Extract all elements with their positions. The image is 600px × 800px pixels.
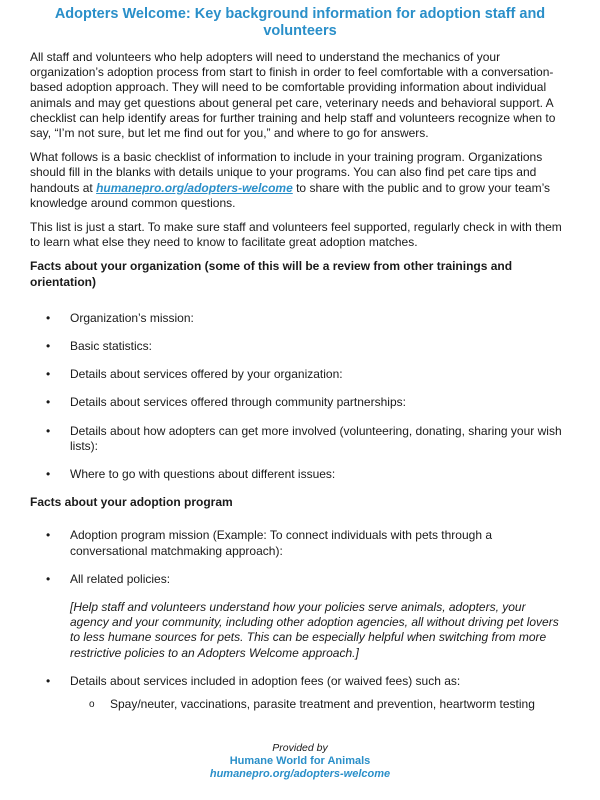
checklist-text-before: What follows is a basic checklist of information to include in your training program. Organizations should fill in the blanks with details unique to your programs. You can also find pet care tips and handouts at [30, 150, 543, 195]
footer [0, 742, 600, 781]
intro-paragraph: All staff and volunteers who help adopters will need to understand the mechanics of your organization’s adoption process from start to finish in order to feel comfortable with a conversation-based adoption approach. They will need to be comfortable providing information about individual animals and may get questions about general pet care, veterinary needs and behavioral support. A checklist can help identify areas for further training and help staff and volunteers recognize when to say, “I’m not sure, but let me find out for you,” and where to go for answers. [30, 50, 556, 141]
list-item [30, 467, 570, 482]
sub-list-item [30, 697, 570, 712]
footer-provided-by: Provided by [272, 742, 328, 754]
bullet-icon: • [46, 395, 51, 410]
bullet-icon: • [46, 571, 51, 586]
list-item-text: Organization’s mission: [70, 310, 194, 325]
list-item-text: Details about services included in adoption fees (or waived fees) such as: [70, 673, 461, 688]
bullet-icon: • [46, 339, 51, 354]
list-item [30, 311, 570, 326]
list-item-text: Where to go with questions about different issues: [70, 467, 336, 482]
list-item-text: Adoption program mission (Example: To connect individuals with pets through a conversational matchmaking approach): [70, 528, 493, 558]
bullet-icon: • [46, 423, 51, 438]
document-page [30, 6, 570, 712]
list-item [30, 367, 570, 382]
bullet-icon: • [46, 467, 51, 482]
adoption-program-list [30, 528, 570, 587]
bullet-icon: • [46, 673, 51, 688]
sub-list-item-text: Spay/neuter, vaccinations, parasite treatment and prevention, heartworm testing [110, 697, 535, 712]
list-item [30, 339, 570, 354]
list-item [30, 528, 570, 558]
list-item-text: Details about services offered through community partnerships: [70, 395, 406, 410]
bullet-icon: • [46, 367, 51, 382]
adoption-fees-list [30, 674, 570, 689]
checklist-paragraph [30, 150, 570, 211]
list-item [30, 572, 570, 587]
list-item-text: Basic statistics: [70, 339, 153, 354]
list-item-text: Details about how adopters can get more involved (volunteering, donating, sharing your wish lists): [70, 423, 562, 453]
bullet-icon: • [46, 310, 51, 325]
fees-sub-list [30, 697, 570, 712]
footer-org-name: Humane World for Animals [229, 755, 371, 767]
bullet-icon: • [46, 528, 51, 543]
checklist-text-after: to share with the public and to grow your team’s knowledge around common questions. [30, 180, 551, 210]
footer-url-link[interactable]: humanepro.org/adopters-welcome [209, 768, 391, 780]
circle-bullet-icon: o [89, 699, 95, 711]
list-item-text: Details about services offered by your organization: [70, 367, 343, 382]
list-item-text: All related policies: [70, 571, 171, 586]
page-title: Adopters Welcome: Key background information for adoption staff and volunteers [54, 6, 546, 39]
list-item [30, 674, 570, 689]
policies-note: [Help staff and volunteers understand how your policies serve animals, adopters, your agency and your community, including other adoption agencies, all without driving pet lovers to less humane sources for pets. This can be especially helpful when switching from more restrictive policies to an Adopters Welcome approach.] [70, 600, 559, 660]
list-item [30, 424, 570, 454]
list-item [30, 395, 570, 410]
support-paragraph: This list is just a start. To make sure staff and volunteers feel supported, regularly check in with them to learn what else they need to know to facilitate great adoption matches. [30, 220, 562, 250]
adopters-welcome-link[interactable]: humanepro.org/adopters-welcome [96, 180, 293, 195]
section-heading-adoption-program: Facts about your adoption program [30, 495, 233, 510]
organization-facts-list [30, 311, 570, 482]
section-heading-organization: Facts about your organization (some of this will be a review from other trainings and orientation) [30, 259, 513, 289]
